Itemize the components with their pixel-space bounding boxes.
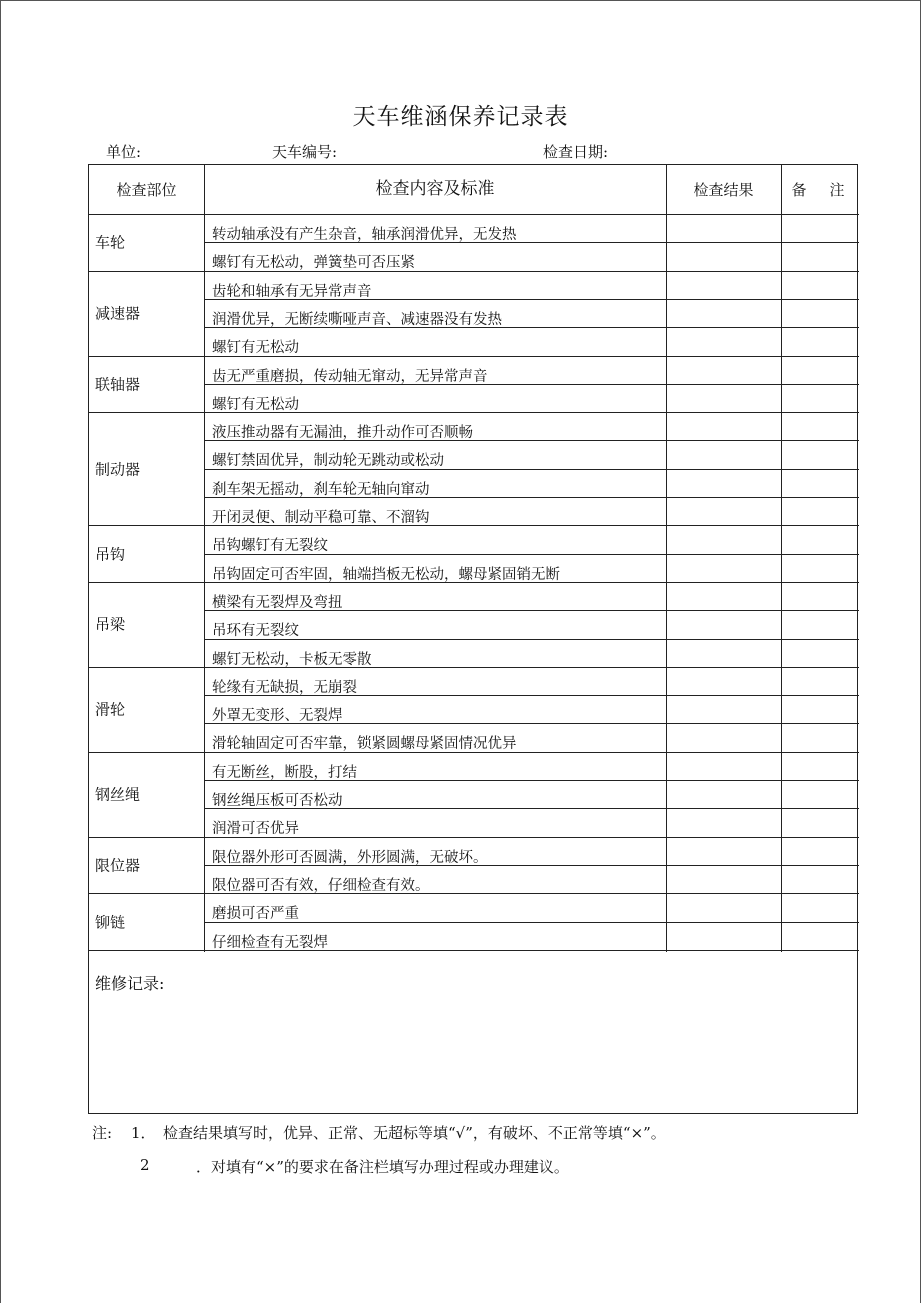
row-divider (204, 440, 859, 441)
inspection-item: 钢丝绳压板可否松动 (212, 793, 343, 809)
row-divider (204, 865, 859, 866)
section-divider (89, 356, 859, 357)
row-divider (204, 723, 859, 724)
inspection-item: 液压推动器有无漏油，推升动作可否顺畅 (212, 425, 473, 442)
row-divider (204, 780, 859, 781)
inspection-item: 润滑优异，无断续嘶哑声音、减速器没有发热 (212, 311, 502, 328)
section-name: 吊钩 (95, 545, 126, 564)
document-title: 天车维涵保养记录表 (352, 104, 569, 130)
section-name: 钢丝绳 (95, 785, 141, 804)
row-divider (204, 922, 859, 923)
row-divider (204, 469, 859, 470)
section-name: 吊梁 (95, 615, 126, 634)
inspection-item: 外罩无变形、无裂焊 (212, 708, 343, 725)
inspection-item: 滑轮轴固定可否牢靠，锁紧圆螺母紧固情况优异 (212, 736, 517, 753)
section-divider (89, 667, 859, 668)
section-name: 铆链 (95, 913, 126, 931)
crane-number-label: 天车编号: (272, 143, 338, 161)
row-divider (204, 639, 859, 640)
row-divider (204, 242, 859, 243)
inspection-item: 转动轴承没有产生杂音，轴承润滑优异，无发热 (212, 227, 517, 243)
section-divider (89, 214, 859, 215)
row-divider (204, 497, 859, 498)
header-part: 检查部位 (116, 181, 177, 199)
inspection-item: 螺钉禁固优异，制动轮无跳动或松动 (212, 453, 444, 470)
section-divider (89, 893, 859, 894)
section-name: 减速器 (95, 304, 141, 323)
inspection-item: 有无断丝，断股，打结 (212, 764, 357, 781)
inspection-date-label: 检查日期: (543, 143, 609, 161)
maintenance-record-label: 维修记录: (95, 974, 165, 993)
note-1-number: 1． (131, 1124, 156, 1142)
row-divider (204, 610, 859, 611)
row-divider (204, 384, 859, 385)
header-content: 检查内容及标准 (375, 179, 495, 199)
inspection-item: 螺钉有无松动，弹簧垫可否压紧 (212, 255, 415, 272)
inspection-item: 吊钩固定可否牢固，轴端挡板无松动，螺母紧固销无断 (212, 566, 560, 583)
note-prefix: 注: (92, 1124, 113, 1142)
row-divider (204, 554, 859, 555)
table-bottom-divider (89, 950, 859, 951)
section-name: 限位器 (95, 856, 141, 875)
inspection-item: 齿轮和轴承有无异常声音 (212, 283, 372, 300)
inspection-item: 齿无严重磨损，传动轴无窜动，无异常声音 (212, 368, 488, 385)
section-divider (89, 412, 859, 413)
inspection-item: 螺钉有无松动 (212, 396, 299, 413)
section-name: 制动器 (95, 460, 141, 479)
inspection-item: 吊环有无裂纹 (212, 623, 299, 640)
section-divider (89, 837, 859, 838)
col-divider-content (666, 165, 667, 952)
section-divider (89, 525, 859, 526)
inspection-item: 吊钩螺钉有无裂纹 (212, 538, 328, 555)
inspection-item: 轮缘有无缺损，无崩裂 (212, 679, 357, 696)
inspection-item: 仔细检查有无裂焊 (212, 934, 328, 951)
inspection-item: 刹车架无摇动，刹车轮无轴向窜动 (212, 481, 430, 498)
section-name: 滑轮 (95, 700, 126, 719)
row-divider (204, 695, 859, 696)
header-remark: 备 注 (791, 181, 849, 199)
inspection-item: 螺钉有无松动 (212, 340, 299, 357)
col-divider-result (781, 165, 782, 952)
row-divider (204, 327, 859, 328)
inspection-item: 横梁有无裂焊及弯扭 (212, 594, 343, 611)
inspection-item: 螺钉无松动，卡板无零散 (212, 651, 372, 668)
col-divider-part (204, 165, 205, 952)
inspection-item: 磨损可否严重 (212, 906, 299, 923)
inspection-item: 限位器可否有效，仔细检查有效。 (212, 877, 430, 894)
header-result: 检查结果 (693, 181, 754, 199)
note-2-text: ．对填有“×”的要求在备注栏填写办理过程或办理建议。 (196, 1158, 569, 1176)
unit-label: 单位: (106, 143, 142, 161)
note-1-text: 检查结果填写时，优异、正常、无超标等填“√”，有破坏、不正常等填“×”。 (163, 1124, 666, 1142)
inspection-item: 开闭灵便、制动平稳可靠、不溜钩 (212, 510, 430, 526)
row-divider (204, 808, 859, 809)
note-2-number: 2 (140, 1156, 150, 1174)
inspection-table (88, 164, 858, 1114)
section-divider (89, 582, 859, 583)
inspection-item: 润滑可否优异 (212, 821, 299, 838)
section-divider (89, 752, 859, 753)
row-divider (204, 299, 859, 300)
inspection-item: 限位器外形可否圆满，外形圆满，无破坏。 (212, 849, 488, 866)
section-name: 联轴器 (95, 375, 141, 394)
section-divider (89, 271, 859, 272)
section-name: 车轮 (95, 233, 126, 252)
